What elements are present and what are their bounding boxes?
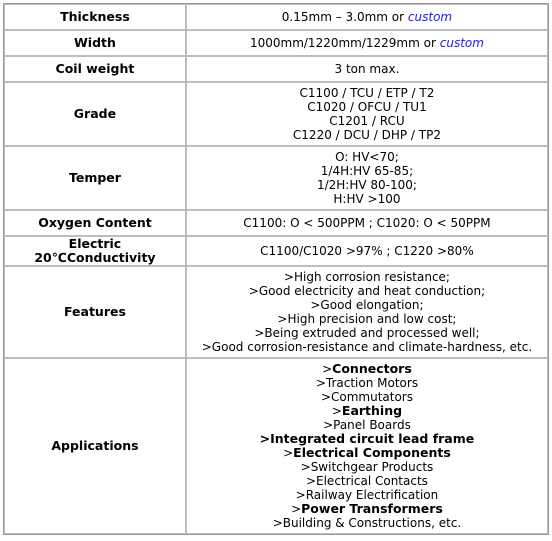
feature-line: >High precision and low cost; bbox=[277, 312, 457, 326]
application-bullet: > bbox=[295, 488, 306, 502]
application-item bbox=[189, 362, 545, 376]
application-bullet: > bbox=[323, 418, 334, 432]
thickness-range: 0.15mm – 3.0mm or bbox=[281, 10, 405, 24]
application-bullet: > bbox=[291, 502, 302, 516]
temper-line: H:HV >100 bbox=[333, 192, 401, 206]
table-row-features bbox=[4, 266, 548, 358]
row-label-coil-weight: Coil weight bbox=[4, 56, 186, 82]
application-item bbox=[189, 502, 545, 516]
application-bullet: > bbox=[305, 474, 317, 488]
row-label-thickness: Thickness bbox=[4, 4, 186, 30]
feature-line: >Being extruded and processed well; bbox=[254, 326, 480, 340]
temper-line: 1/4H:HV 65-85; bbox=[320, 164, 414, 178]
application-label: Panel Boards bbox=[333, 418, 411, 432]
grade-line: C1220 / DCU / DHP / TP2 bbox=[292, 128, 441, 142]
row-value-width bbox=[186, 30, 548, 56]
application-item bbox=[189, 432, 545, 446]
application-item bbox=[189, 404, 545, 418]
feature-line: >Good corrosion-resistance and climate-hardness, etc. bbox=[201, 340, 533, 354]
row-label-width: Width bbox=[4, 30, 186, 56]
application-item bbox=[189, 418, 545, 432]
width-values: 1000mm/1220mm/1229mm or bbox=[249, 36, 436, 50]
application-label: Connectors bbox=[332, 361, 412, 376]
application-item bbox=[189, 488, 545, 502]
temper-line: 1/2H:HV 80-100; bbox=[316, 178, 417, 192]
application-label: Electrical Contacts bbox=[316, 474, 428, 488]
application-item bbox=[189, 446, 545, 460]
row-label-electric-conductivity: Electric 20℃Conductivity bbox=[4, 236, 186, 266]
row-value-temper bbox=[186, 146, 548, 210]
feature-line: >Good electricity and heat conduction; bbox=[248, 284, 486, 298]
row-label-grade: Grade bbox=[4, 82, 186, 146]
application-bullet: > bbox=[331, 404, 342, 418]
specification-table bbox=[3, 3, 549, 535]
application-item bbox=[189, 390, 545, 404]
application-item bbox=[189, 474, 545, 488]
application-label: Traction Motors bbox=[325, 376, 419, 390]
application-label: Integrated circuit lead frame bbox=[270, 431, 475, 446]
application-bullet: > bbox=[315, 376, 326, 390]
temper-line: O: HV<70; bbox=[335, 150, 399, 164]
table-row-oxygen-content bbox=[4, 210, 548, 236]
row-value-thickness bbox=[186, 4, 548, 30]
application-item bbox=[189, 516, 545, 530]
row-value-features bbox=[186, 266, 548, 358]
width-custom-note: custom bbox=[439, 36, 484, 50]
feature-line: >High corrosion resistance; bbox=[283, 270, 450, 284]
row-value-electric-conductivity: C1100/C1020 >97% ; C1220 >80% bbox=[186, 236, 548, 266]
table-row-grade bbox=[4, 82, 548, 146]
row-label-applications: Applications bbox=[4, 358, 186, 534]
application-bullet: > bbox=[300, 460, 311, 474]
row-value-coil-weight: 3 ton max. bbox=[186, 56, 548, 82]
table-row-coil-weight bbox=[4, 56, 548, 82]
row-label-oxygen-content: Oxygen Content bbox=[4, 210, 186, 236]
feature-line: >Good elongation; bbox=[310, 298, 424, 312]
table-row-electric-conductivity bbox=[4, 236, 548, 266]
application-bullet: > bbox=[283, 446, 294, 460]
application-label: Power Transformers bbox=[301, 501, 443, 516]
application-item bbox=[189, 376, 545, 390]
application-label: Electrical Components bbox=[293, 445, 451, 460]
application-label: Building & Constructions, etc. bbox=[282, 516, 462, 530]
application-label: Switchgear Products bbox=[310, 460, 434, 474]
table-row-temper bbox=[4, 146, 548, 210]
table-row-thickness bbox=[4, 4, 548, 30]
table-row-applications bbox=[4, 358, 548, 534]
thickness-custom-note: custom bbox=[407, 10, 453, 24]
row-label-temper: Temper bbox=[4, 146, 186, 210]
row-label-features: Features bbox=[4, 266, 186, 358]
table-row-width bbox=[4, 30, 548, 56]
application-label: Commutators bbox=[330, 390, 413, 404]
application-label: Railway Electrification bbox=[305, 488, 439, 502]
row-value-grade bbox=[186, 82, 548, 146]
grade-line: C1201 / RCU bbox=[329, 114, 405, 128]
application-item bbox=[189, 460, 545, 474]
row-value-applications bbox=[186, 358, 548, 534]
application-bullet: > bbox=[272, 516, 283, 530]
application-bullet: > bbox=[320, 390, 331, 404]
grade-line: C1020 / OFCU / TU1 bbox=[307, 100, 427, 114]
row-value-oxygen-content: C1100: O < 500PPM ; C1020: O < 50PPM bbox=[186, 210, 548, 236]
application-bullet: > bbox=[322, 362, 333, 376]
application-bullet: > bbox=[259, 431, 271, 446]
grade-line: C1100 / TCU / ETP / T2 bbox=[299, 86, 435, 100]
application-label: Earthing bbox=[341, 403, 403, 418]
